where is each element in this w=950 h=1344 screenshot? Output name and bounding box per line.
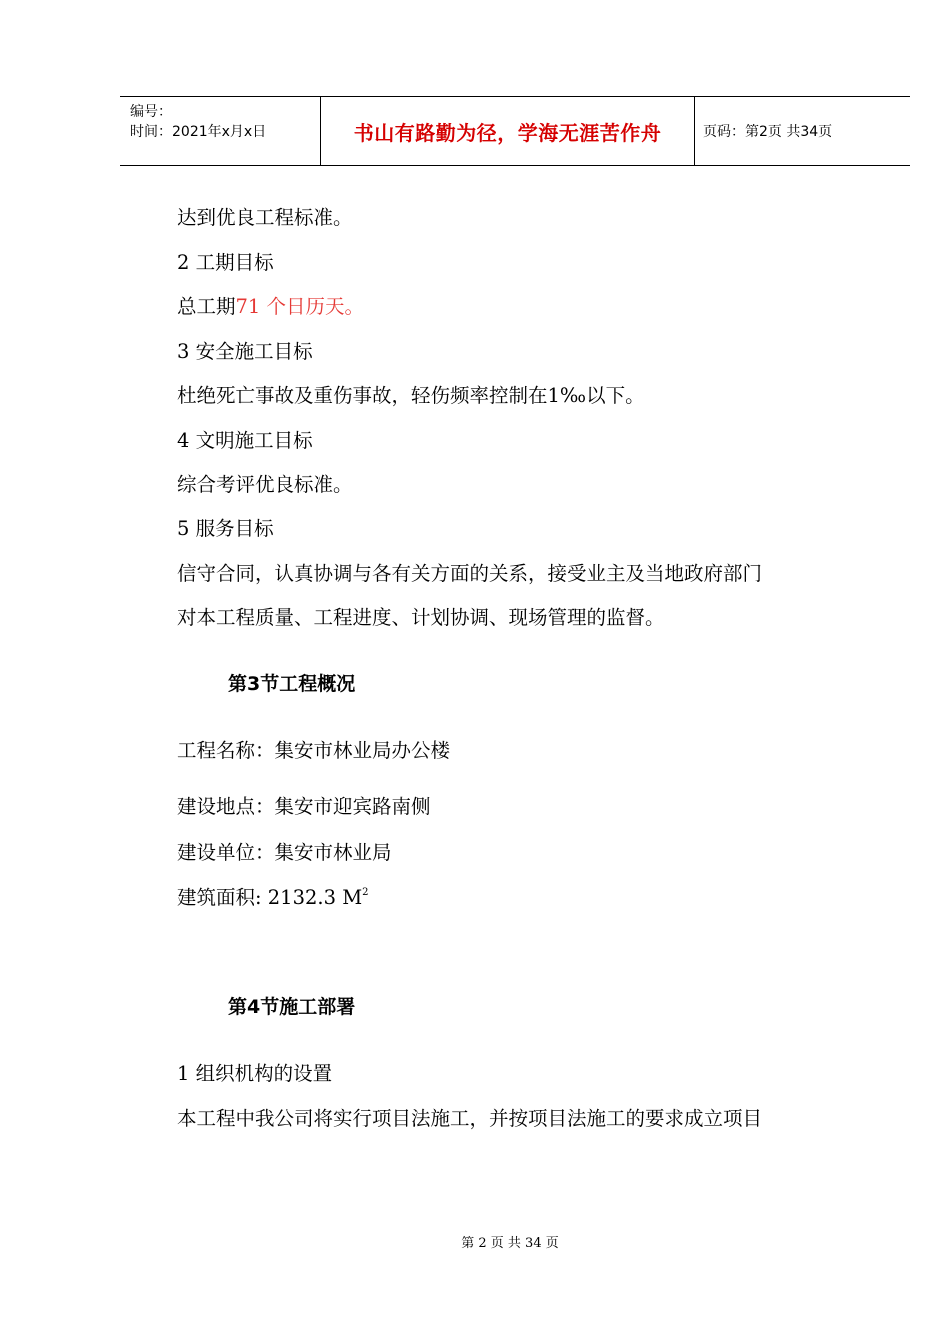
project-site: 建设地点：集安市迎宾路南侧: [177, 795, 431, 818]
number-label: 编号：: [130, 104, 172, 120]
motto: 书山有路勤为径，学海无涯苦作舟: [353, 120, 662, 145]
header-left-cell: [120, 97, 321, 165]
header-page-info: 页码：第2页 共34页: [703, 124, 833, 140]
goal3-title: 3 安全施工目标: [177, 340, 313, 363]
goal3-text: 杜绝死亡事故及重伤事故，轻伤频率控制在1‰以下。: [177, 384, 645, 407]
goal4-title: 4 文明施工目标: [177, 429, 313, 452]
goal5-text-2: 对本工程质量、工程进度、计划协调、现场管理的监督。: [177, 606, 665, 629]
project-area-text: 建筑面积: 2132.3 M: [177, 886, 363, 909]
goal5-title: 5 服务目标: [177, 517, 274, 540]
goal5-text-1: 信守合同，认真协调与各有关方面的关系，接受业主及当地政府部门: [177, 562, 763, 585]
header-motto-cell: [321, 97, 695, 165]
goal2-days: 71 个日历天。: [235, 295, 365, 318]
section4-title: 第4节施工部署: [228, 996, 356, 1018]
goal2-text: [177, 297, 364, 317]
org-title: 1 组织机构的设置: [177, 1062, 333, 1085]
section3-title: 第3节工程概况: [228, 673, 356, 695]
project-unit: 建设单位：集安市林业局: [177, 841, 392, 864]
org-text: 本工程中我公司将实行项目法施工，并按项目法施工的要求成立项目: [177, 1107, 763, 1130]
line-quality: 达到优良工程标准。: [177, 206, 353, 229]
goal4-text: 综合考评优良标准。: [177, 473, 353, 496]
project-area: [177, 888, 369, 908]
project-name: 工程名称：集安市林业局办公楼: [177, 739, 451, 762]
page-footer: 第 2 页 共 34 页: [461, 1236, 559, 1251]
time-label: 时间：2021年x月x日: [130, 124, 267, 140]
project-area-sup: 2: [362, 887, 369, 898]
goal2-prefix: 总工期: [177, 295, 236, 318]
header-page-cell: [695, 97, 910, 165]
goal2-title: 2 工期目标: [177, 251, 274, 274]
page-header: [120, 96, 910, 166]
